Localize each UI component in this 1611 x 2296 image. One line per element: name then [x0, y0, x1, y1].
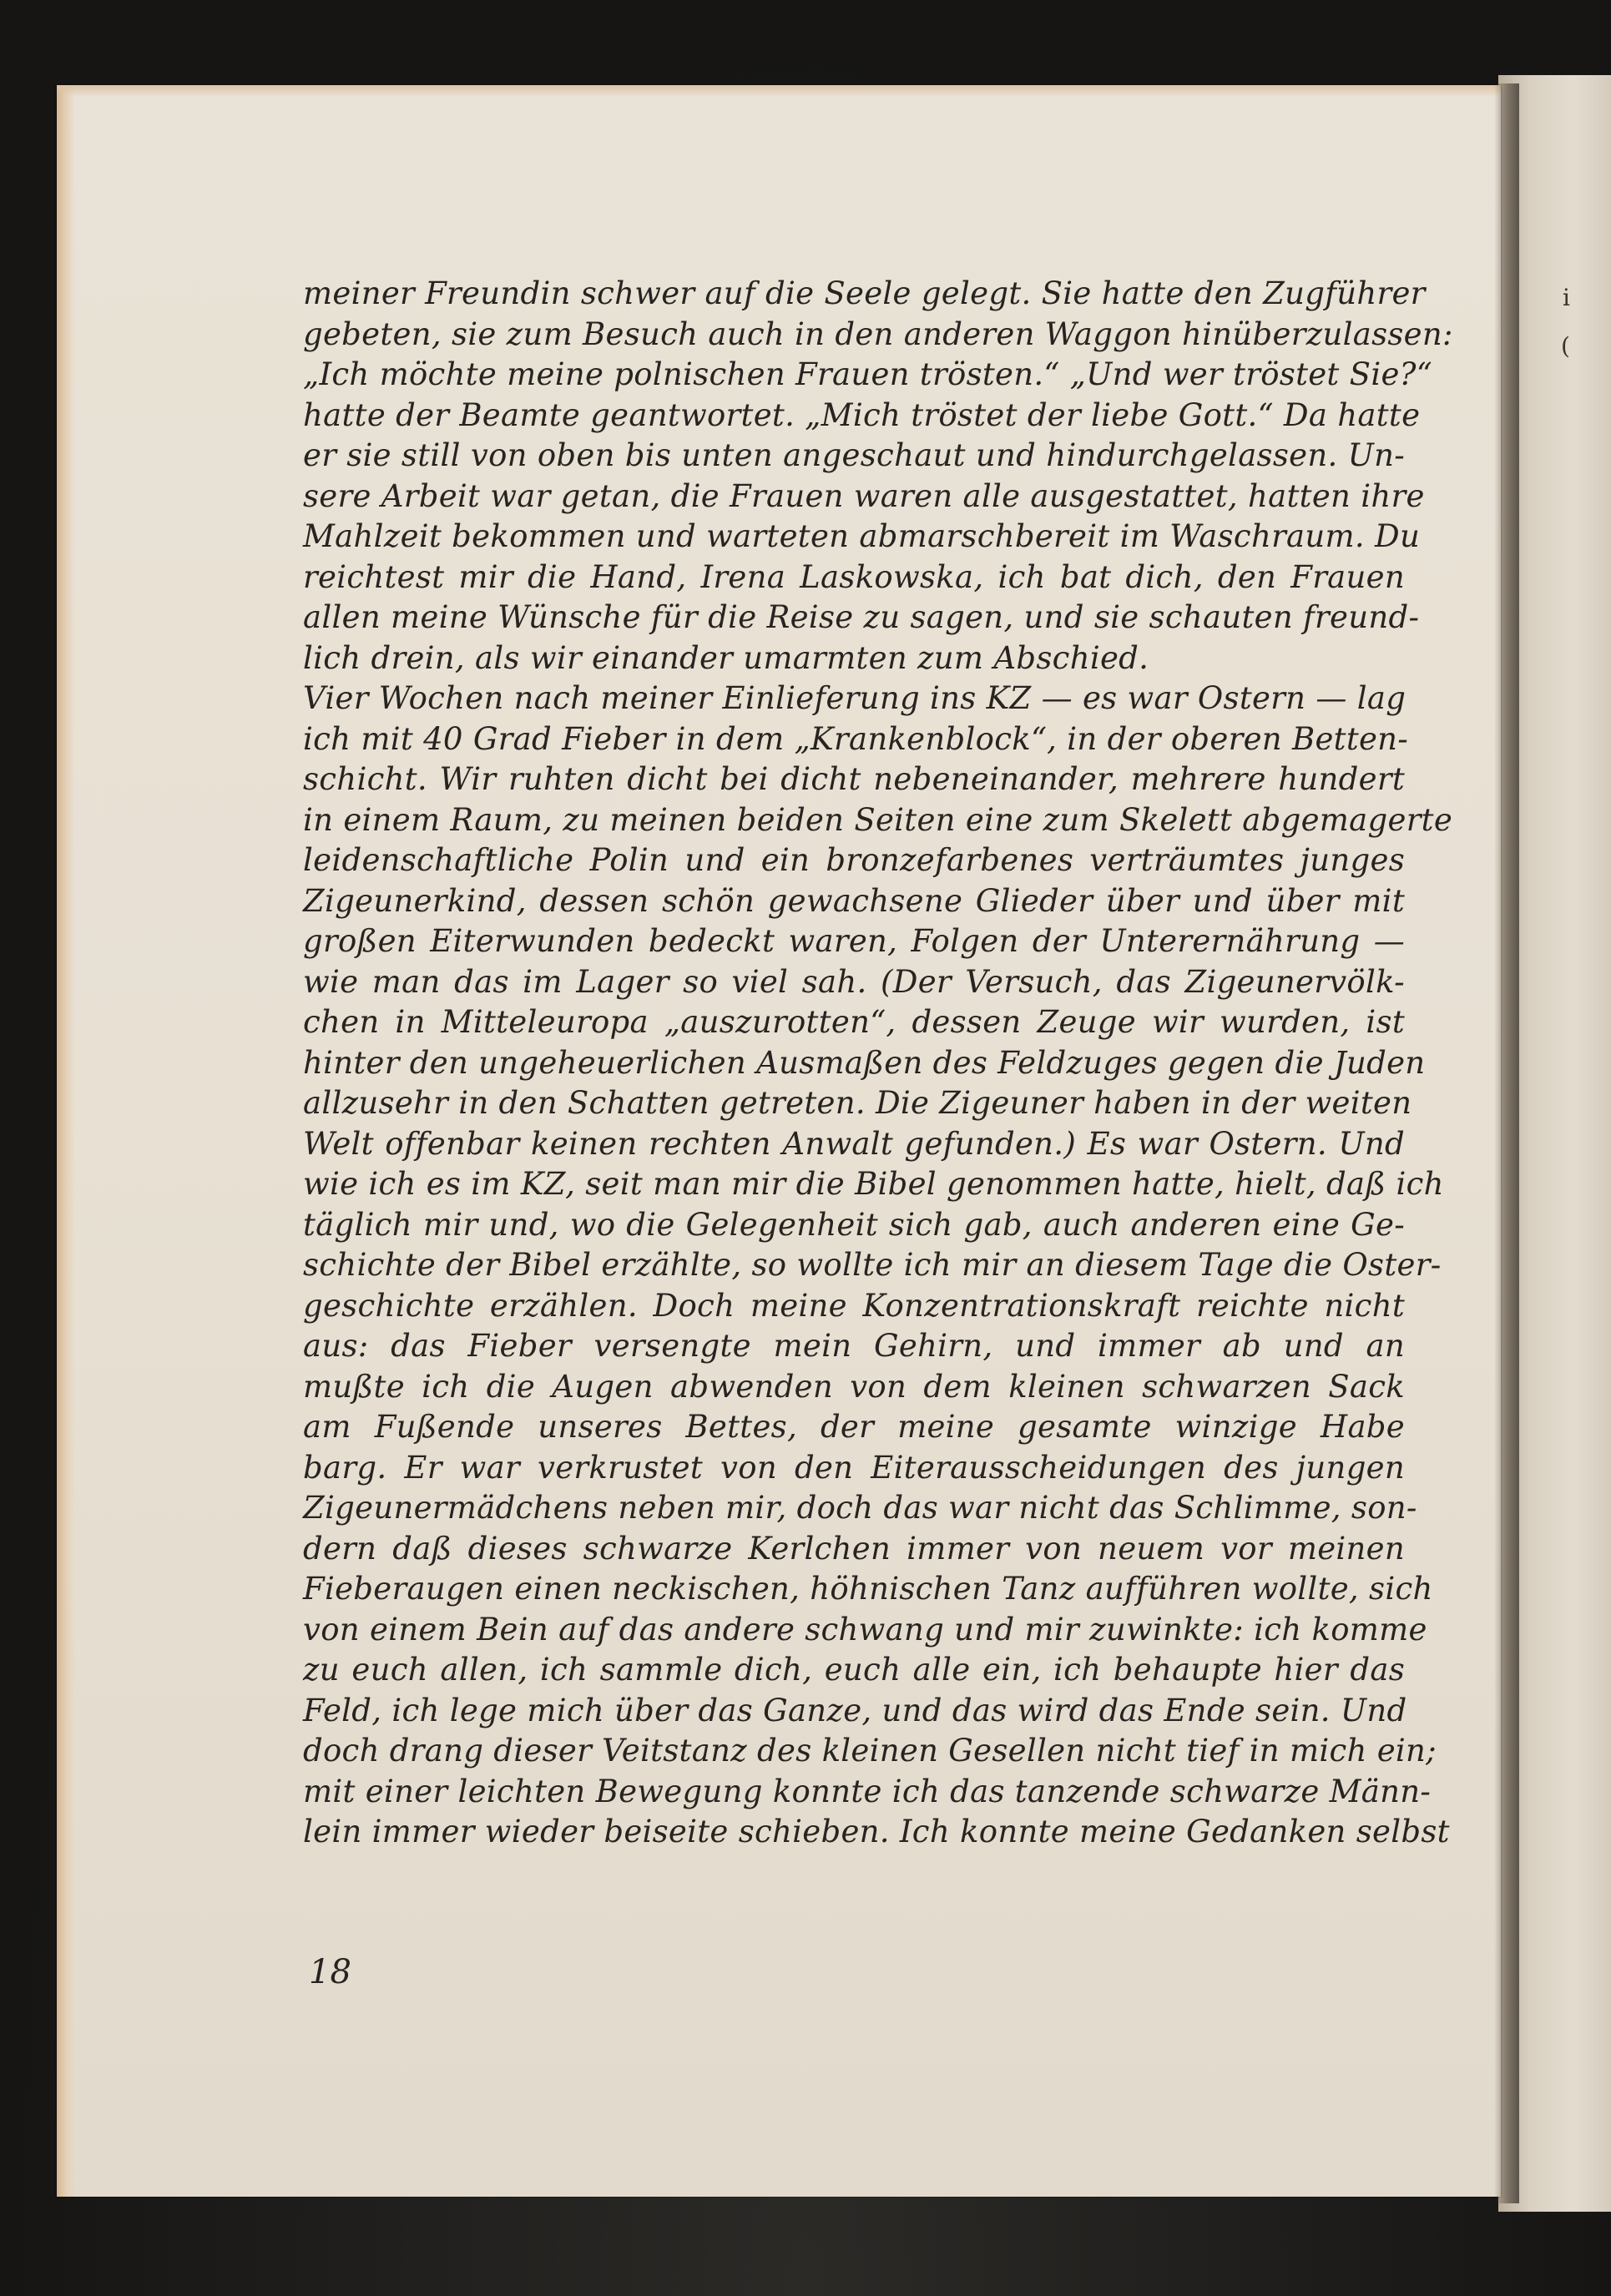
text-line: Mahlzeit bekommen und warteten abmarschbereit im Waschraum. Du [303, 518, 1421, 554]
body-text [303, 274, 1453, 1853]
page-edge [57, 85, 75, 2197]
text-line: Fieberaugen einen neckischen, höhnischen Tanz aufführen wollte, sich [303, 1571, 1433, 1607]
text-line: mit einer leichten Bewegung konnte ich das tanzende schwarze Männ- [303, 1773, 1432, 1809]
text-line: doch drang dieser Veitstanz des kleinen Gesellen nicht tief in mich ein; [303, 1733, 1437, 1769]
text-line: schichte der Bibel erzählte, so wollte ich mir an diesem Tage die Oster- [303, 1247, 1442, 1283]
text-line: er sie still von oben bis unten angeschaut und hindurchgelassen. Un- [303, 437, 1405, 473]
text-line: hatte der Beamte geantwortet. „Mich tröstet der liebe Gott.“ Da hatte [303, 396, 1421, 433]
text-line: gebeten, sie zum Besuch auch in den anderen Waggon hinüberzulassen: [303, 315, 1453, 352]
text-line: reichtest mir die Hand, Irena Laskowska, ich bat dich, den Frauen [303, 558, 1405, 595]
text-line: mußte ich die Augen abwenden von dem kleinen schwarzen Sack [303, 1368, 1405, 1405]
text-line: barg. Er war verkrustet von den Eiterausscheidungen des jungen [303, 1449, 1405, 1486]
text-line: schicht. Wir ruhten dicht bei dicht nebeneinander, mehrere hundert [303, 761, 1405, 797]
text-line: täglich mir und, wo die Gelegenheit sich gab, auch anderen eine Ge- [303, 1206, 1405, 1243]
text-line: Feld, ich lege mich über das Ganze, und das wird das Ende sein. Und [303, 1692, 1407, 1728]
text-line: meiner Freundin schwer auf die Seele gelegt. Sie hatte den Zugführer [303, 275, 1426, 311]
text-line: lich drein, als wir einander umarmten zum Abschied. [303, 639, 1149, 676]
book-gutter [1494, 83, 1519, 2203]
text-line: zu euch allen, ich sammle dich, euch alle ein, ich behaupte hier das [303, 1652, 1405, 1688]
text-line: Zigeunermädchens neben mir, doch das war nicht das Schlimme, son- [303, 1490, 1417, 1526]
text-line: leidenschaftliche Polin und ein bronzefarbenes verträumtes junges [303, 842, 1405, 878]
text-line: aus: das Fieber versengte mein Gehirn, und immer ab und an [303, 1328, 1405, 1364]
page-edge-top [57, 85, 1501, 97]
text-line: von einem Bein auf das andere schwang und mir zuwinkte: ich komme [303, 1611, 1427, 1648]
text-line: allen meine Wünsche für die Reise zu sagen, und sie schauten freund- [303, 599, 1420, 635]
text-line: wie ich es im KZ, seit man mir die Bibel genommen hatte, hielt, daß ich [303, 1166, 1444, 1202]
text-line: „Ich möchte meine polnischen Frauen trösten.“ „Und wer tröstet Sie?“ [303, 356, 1432, 392]
text-line: Zigeunerkind, dessen schön gewachsene Glieder über und über mit [303, 882, 1405, 919]
adjacent-page-glyph: ( [1561, 332, 1570, 360]
text-line: am Fußende unseres Bettes, der meine gesamte winzige Habe [303, 1409, 1405, 1445]
text-line: ich mit 40 Grad Fieber in dem „Krankenblock“, in der oberen Betten- [303, 720, 1409, 757]
text-line: wie man das im Lager so viel sah. (Der Versuch, das Zigeunervölk- [303, 963, 1405, 1000]
text-line: lein immer wieder beiseite schieben. Ich konnte meine Gedanken selbst [303, 1814, 1450, 1849]
text-line: hinter den ungeheuerlichen Ausmaßen des Feldzuges gegen die Juden [303, 1044, 1426, 1081]
page-number: 18 [309, 1953, 351, 1991]
text-line: sere Arbeit war getan, die Frauen waren alle ausgestattet, hatten ihre [303, 477, 1425, 514]
text-line: großen Eiterwunden bedeckt waren, Folgen der Unterernährung — [303, 923, 1405, 959]
text-line: Vier Wochen nach meiner Einlieferung ins KZ — es war Ostern — lag [303, 680, 1406, 716]
text-line: Welt offenbar keinen rechten Anwalt gefunden.) Es war Ostern. Und [303, 1125, 1405, 1162]
text-line: in einem Raum, zu meinen beiden Seiten eine zum Skelett abgemagerte [303, 801, 1453, 838]
text-line: geschichte erzählen. Doch meine Konzentrationskraft reichte nicht [303, 1287, 1405, 1324]
text-line: chen in Mitteleuropa „auszurotten“, dessen Zeuge wir wurden, ist [303, 1004, 1405, 1040]
text-line: allzusehr in den Schatten getreten. Die Zigeuner haben in der weiten [303, 1085, 1412, 1121]
adjacent-page-glyph: i [1563, 284, 1570, 311]
text-line: dern daß dieses schwarze Kerlchen immer von neuem vor meinen [303, 1530, 1405, 1567]
